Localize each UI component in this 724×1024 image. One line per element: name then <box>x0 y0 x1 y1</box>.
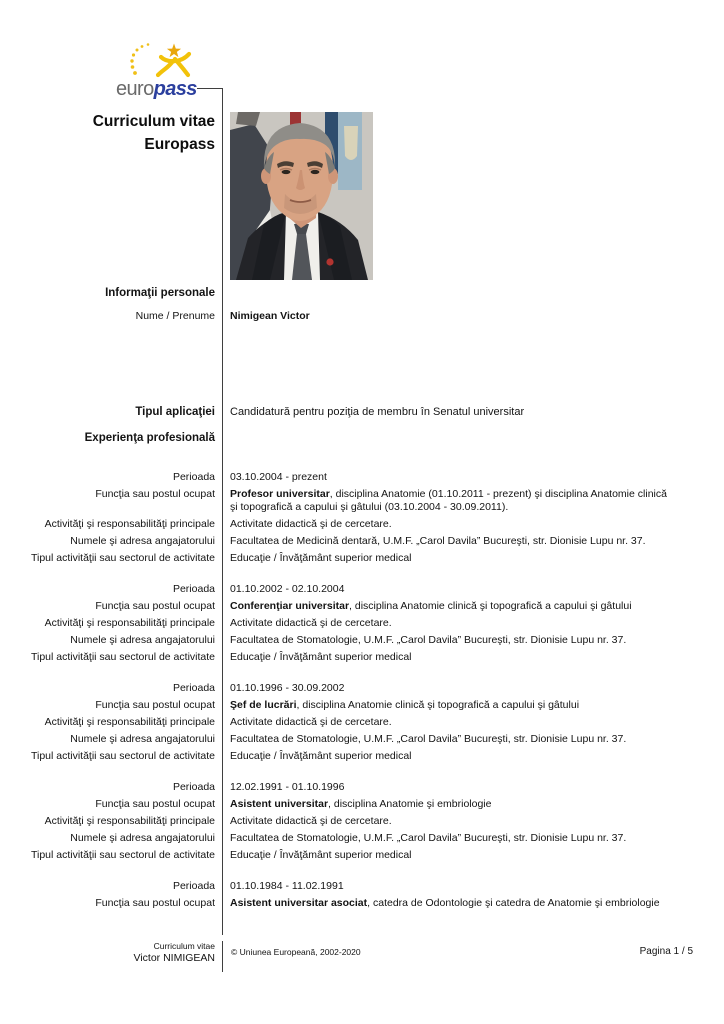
position-label: Funcţia sau postul ocupat <box>95 699 215 711</box>
section-experience <box>0 431 724 446</box>
period-value: 12.02.1991 - 01.10.1996 <box>230 781 345 793</box>
employer-label: Numele şi adresa angajatorului <box>70 832 215 844</box>
footer-doc-label: Curriculum vitae <box>153 941 215 951</box>
employer-label: Numele şi adresa angajatorului <box>70 535 215 547</box>
application-type-value: Candidatură pentru poziţia de membru în Senatul universitar <box>230 406 525 418</box>
cv-content <box>0 286 724 914</box>
position-row <box>0 699 724 712</box>
page-title <box>0 110 215 156</box>
activities-row <box>0 518 724 531</box>
experience-heading: Experienţa profesională <box>84 432 215 444</box>
footer-divider <box>222 941 223 972</box>
sector-label: Tipul activităţii sau sectorul de activitate <box>30 552 215 564</box>
europass-star-icon <box>128 42 220 78</box>
position-value: Şef de lucrări, disciplina Anatomie clinică şi topografică a capului şi gâtului <box>230 699 580 711</box>
period-row <box>0 583 724 596</box>
sector-row <box>0 849 724 862</box>
period-row <box>0 781 724 794</box>
name-value: Nimigean Victor <box>230 310 310 322</box>
activities-row <box>0 815 724 828</box>
name-label: Nume / Prenume <box>135 310 215 322</box>
application-type-label: Tipul aplicaţiei <box>135 406 215 418</box>
sector-row <box>0 651 724 664</box>
position-row <box>0 488 724 514</box>
activities-label: Activităţi şi responsabilităţi principale <box>44 815 215 827</box>
position-label: Funcţia sau postul ocupat <box>95 488 215 500</box>
sector-label: Tipul activităţii sau sectorul de activitate <box>30 750 215 762</box>
sector-value: Educaţie / Învăţământ superior medical <box>230 849 412 861</box>
name-row <box>0 310 724 323</box>
activities-value: Activitate didactică şi de cercetare. <box>230 617 392 629</box>
europass-logo <box>116 44 228 100</box>
experience-entry <box>0 880 724 910</box>
period-label: Perioada <box>172 583 215 595</box>
employer-value: Facultatea de Stomatologie, U.M.F. „Carol Davila” Bucureşti, str. Dionisie Lupu nr. 37. <box>230 634 627 646</box>
europass-wordmark <box>116 78 197 100</box>
activities-label: Activităţi şi responsabilităţi principale <box>44 617 215 629</box>
activities-value: Activitate didactică şi de cercetare. <box>230 518 392 530</box>
activities-value: Activitate didactică şi de cercetare. <box>230 716 392 728</box>
sector-value: Educaţie / Învăţământ superior medical <box>230 552 412 564</box>
footer-doc-name: Victor NIMIGEAN <box>133 952 215 964</box>
activities-row <box>0 716 724 729</box>
section-personal-info <box>0 286 724 301</box>
sector-label: Tipul activităţii sau sectorul de activitate <box>30 651 215 663</box>
title-line-2: Europass <box>144 136 215 153</box>
experience-entry <box>0 682 724 763</box>
employer-row <box>0 832 724 845</box>
activities-label: Activităţi şi responsabilităţi principale <box>44 518 215 530</box>
footer-document-info <box>0 941 215 965</box>
personal-info-heading: Informaţii personale <box>105 287 215 299</box>
activities-row <box>0 617 724 630</box>
title-line-1: Curriculum vitae <box>92 113 215 130</box>
period-value: 01.10.1984 - 11.02.1991 <box>230 880 344 892</box>
sector-label: Tipul activităţii sau sectorul de activitate <box>30 849 215 861</box>
position-value: Profesor universitar, disciplina Anatomie (01.10.2011 - prezent) şi disciplina Anatomie clinică şi topografică a capului şi gâtului (03.10.2004 - 30.09.2011). <box>230 488 667 513</box>
position-row <box>0 600 724 613</box>
position-value: Conferenţiar universitar, disciplina Anatomie clinică şi topografică a capului şi gâtului <box>230 600 632 612</box>
position-label: Funcţia sau postul ocupat <box>95 798 215 810</box>
application-type-row <box>0 405 724 419</box>
position-label: Funcţia sau postul ocupat <box>95 600 215 612</box>
employer-row <box>0 634 724 647</box>
period-value: 03.10.2004 - prezent <box>230 471 327 483</box>
sector-value: Educaţie / Învăţământ superior medical <box>230 750 412 762</box>
period-label: Perioada <box>172 880 215 892</box>
footer-copyright: © Uniunea Europeană, 2002-2020 <box>231 947 361 957</box>
sector-row <box>0 750 724 763</box>
position-label: Funcţia sau postul ocupat <box>95 897 215 909</box>
logo-euro-text: euro <box>116 78 154 100</box>
footer-page-number: Pagina 1 / 5 <box>639 946 693 957</box>
period-label: Perioada <box>172 471 215 483</box>
period-row <box>0 471 724 484</box>
experience-entry <box>0 471 724 565</box>
employer-value: Facultatea de Stomatologie, U.M.F. „Carol Davila” Bucureşti, str. Dionisie Lupu nr. 37. <box>230 733 627 745</box>
activities-value: Activitate didactică şi de cercetare. <box>230 815 392 827</box>
period-label: Perioada <box>172 682 215 694</box>
experience-entry <box>0 583 724 664</box>
employer-row <box>0 733 724 746</box>
sector-row <box>0 552 724 565</box>
experience-entry <box>0 781 724 862</box>
position-row <box>0 897 724 910</box>
period-value: 01.10.1996 - 30.09.2002 <box>230 682 345 694</box>
period-row <box>0 880 724 893</box>
logo-pass-text: pass <box>153 78 197 100</box>
employer-row <box>0 535 724 548</box>
activities-label: Activităţi şi responsabilităţi principale <box>44 716 215 728</box>
sector-value: Educaţie / Învăţământ superior medical <box>230 651 412 663</box>
period-label: Perioada <box>172 781 215 793</box>
period-value: 01.10.2002 - 02.10.2004 <box>230 583 345 595</box>
position-row <box>0 798 724 811</box>
employer-label: Numele şi adresa angajatorului <box>70 634 215 646</box>
employer-value: Facultatea de Stomatologie, U.M.F. „Carol Davila” Bucureşti, str. Dionisie Lupu nr. 37. <box>230 832 627 844</box>
employer-label: Numele şi adresa angajatorului <box>70 733 215 745</box>
position-value: Asistent universitar, disciplina Anatomie şi embriologie <box>230 798 492 810</box>
employer-value: Facultatea de Medicină dentară, U.M.F. „Carol Davila” Bucureşti, str. Dionisie Lupu nr. 37. <box>230 535 646 547</box>
period-row <box>0 682 724 695</box>
portrait-photo <box>230 112 373 280</box>
position-value: Asistent universitar asociat, catedra de Odontologie şi catedra de Anatomie şi embriologie <box>230 897 660 909</box>
